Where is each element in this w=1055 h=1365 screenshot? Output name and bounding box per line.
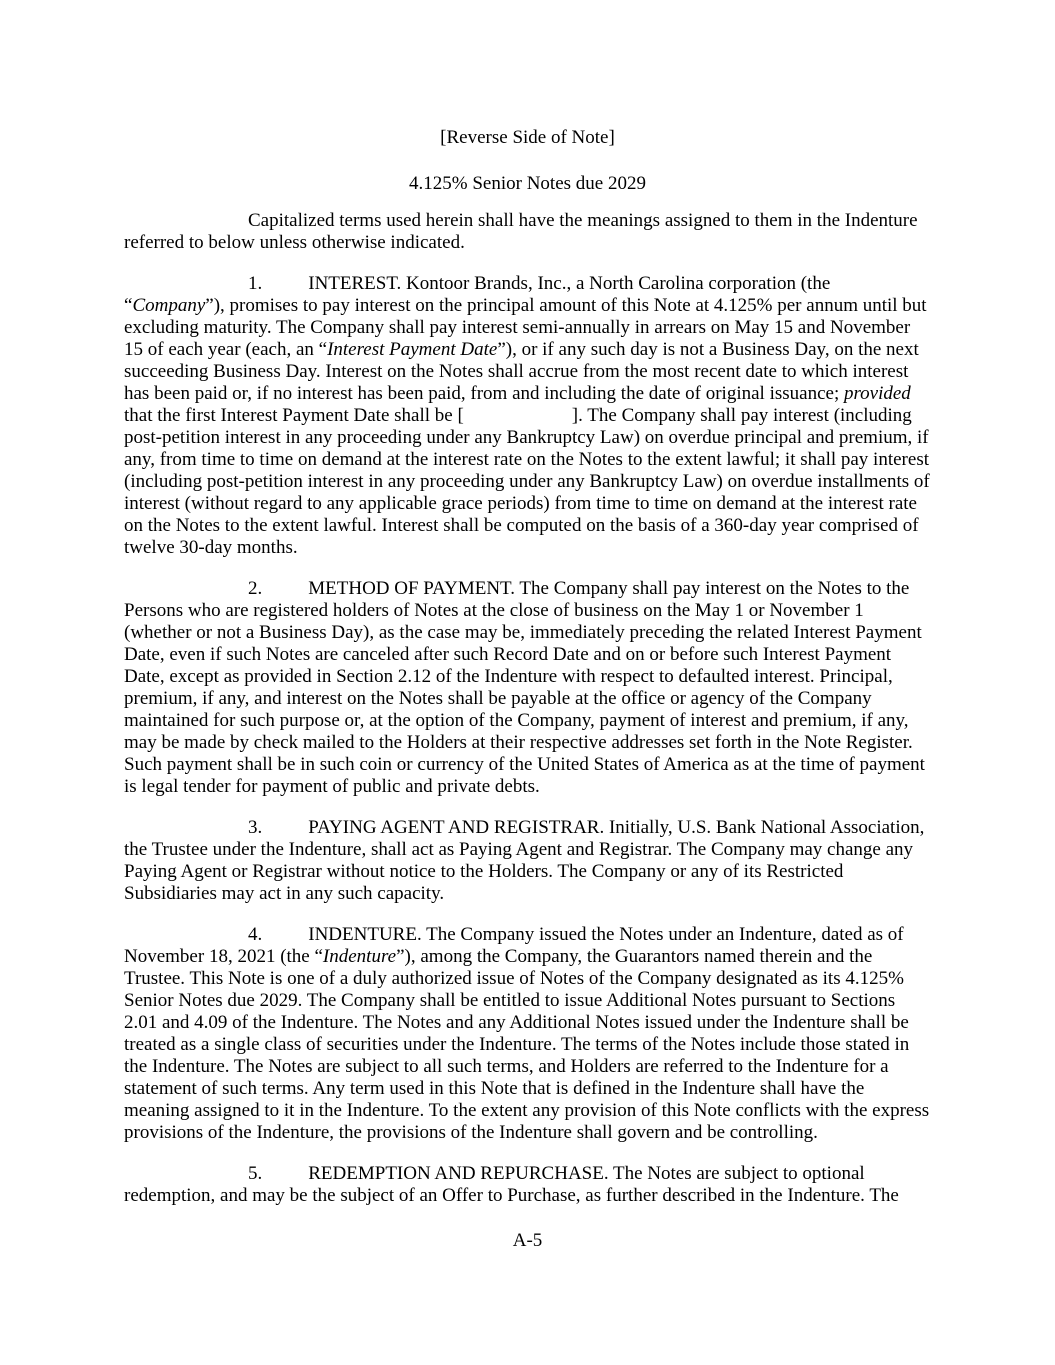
text-run: Capitalized terms used herein shall have the meanings assigned to them in the Indenture referred to below unless otherwise indicated. — [124, 210, 918, 253]
page-number: A-5 — [512, 1230, 543, 1251]
document-content — [124, 127, 931, 1207]
text-run: that the first Interest Payment Date shall be [ — [124, 405, 464, 426]
italic-text-run: provided — [843, 383, 911, 404]
italic-text-run: Indenture — [322, 946, 397, 967]
italic-text-run: Interest Payment Date — [327, 339, 498, 360]
numbered-paragraph-5 — [124, 1163, 931, 1207]
numbered-paragraph-2 — [124, 578, 931, 798]
text-run: INDENTURE. The Company issued the Notes under an Indenture, dated as of November 18, 2021 (the “ — [124, 924, 904, 967]
text-run: ”), promises to pay interest on the principal amount of this Note at 4.125% per annum until but excluding maturity. The Company shall pay interest semi-annually in arrears on May 15 and November 15 of each year (each, an “ — [124, 295, 927, 360]
document-subtitle: 4.125% Senior Notes due 2029 — [409, 173, 646, 194]
text-run: INTEREST. Kontoor Brands, Inc., a North Carolina corporation (the “ — [124, 273, 831, 316]
paragraph-number: 2. — [248, 578, 263, 599]
italic-text-run: Company — [132, 295, 206, 316]
paragraph-number: 1. — [248, 273, 263, 294]
text-run: METHOD OF PAYMENT. The Company shall pay interest on the Notes to the Persons who are registered holders of Notes at the close of business on the May 1 or November 1 (whether or not a Business Day), as the case may be, immediately preceding the related Interest Payment Date, even if such Notes are canceled after such Record Date and on or before such Interest Payment Date, except as provided in Section 2.12 of the Indenture with respect to defaulted interest. Principal, premium, if any, and interest on the Notes shall be payable at the office or agency of the Company maintained for such purpose or, at the option of the Company, payment of interest and premium, if any, may be made by check mailed to the Holders at their respective addresses set forth in the Note Register. Such payment shall be in such coin or currency of the United States of America as at the time of payment is legal tender for payment of public and private debts. — [124, 578, 925, 797]
paragraph-number: 4. — [248, 924, 263, 945]
text-run: ”), among the Company, the Guarantors named therein and the Trustee. This Note is one of a duly authorized issue of Notes of the Company designated as its 4.125% Senior Notes due 2029. The Company shall be entitled to issue Additional Notes pursuant to Sections 2.01 and 4.09 of the Indenture. The Notes and any Additional Notes issued under the Indenture shall be treated as a single class of securities under the Indenture. The terms of the Notes include those stated in the Indenture. The Notes are subject to all such terms, and Holders are referred to the Indenture for a statement of such terms. Any term used in this Note that is defined in the Indenture shall have the meaning assigned to it in the Indenture. To the extent any provision of this Note conflicts with the express provisions of the Indenture, the provisions of the Indenture shall govern and be controlling. — [124, 946, 930, 1143]
text-run: REDEMPTION AND REPURCHASE. The Notes are subject to optional redemption, and may be the subject of an Offer to Purchase, as further described in the Indenture. The — [124, 1163, 899, 1206]
numbered-paragraph-3 — [124, 817, 931, 905]
document-title: [Reverse Side of Note] — [440, 127, 615, 148]
text-run: ]. The Company shall pay interest (including post-petition interest in any proceeding under any Bankruptcy Law) on overdue principal and premium, if any, from time to time on demand at the interest rate on the Notes to the extent lawful; it shall pay interest (including post-petition interest in any proceeding under any Bankruptcy Law) on overdue installments of interest (without regard to any applicable grace periods) from time to time on demand at the interest rate on the Notes to the extent lawful. Interest shall be computed on the basis of a 360-day year comprised of twelve 30-day months. — [124, 405, 930, 558]
intro-paragraph — [124, 210, 931, 254]
text-run: ”), or if any such day is not a Business Day, on the next succeeding Business Day. Interest on the Notes shall accrue from the most recent date to which interest has been paid or, if no interest has been paid, from and including the date of original issuance; — [124, 339, 919, 404]
text-run: PAYING AGENT AND REGISTRAR. Initially, U.S. Bank National Association, the Trustee under the Indenture, shall act as Paying Agent and Registrar. The Company may change any Paying Agent or Registrar without notice to the Holders. The Company or any of its Restricted Subsidiaries may act in any such capacity. — [124, 817, 925, 904]
numbered-paragraph-4 — [124, 924, 931, 1144]
paragraph-number: 5. — [248, 1163, 263, 1184]
paragraph-number: 3. — [248, 817, 263, 838]
numbered-paragraph-1 — [124, 273, 931, 559]
document-body — [124, 210, 931, 1207]
